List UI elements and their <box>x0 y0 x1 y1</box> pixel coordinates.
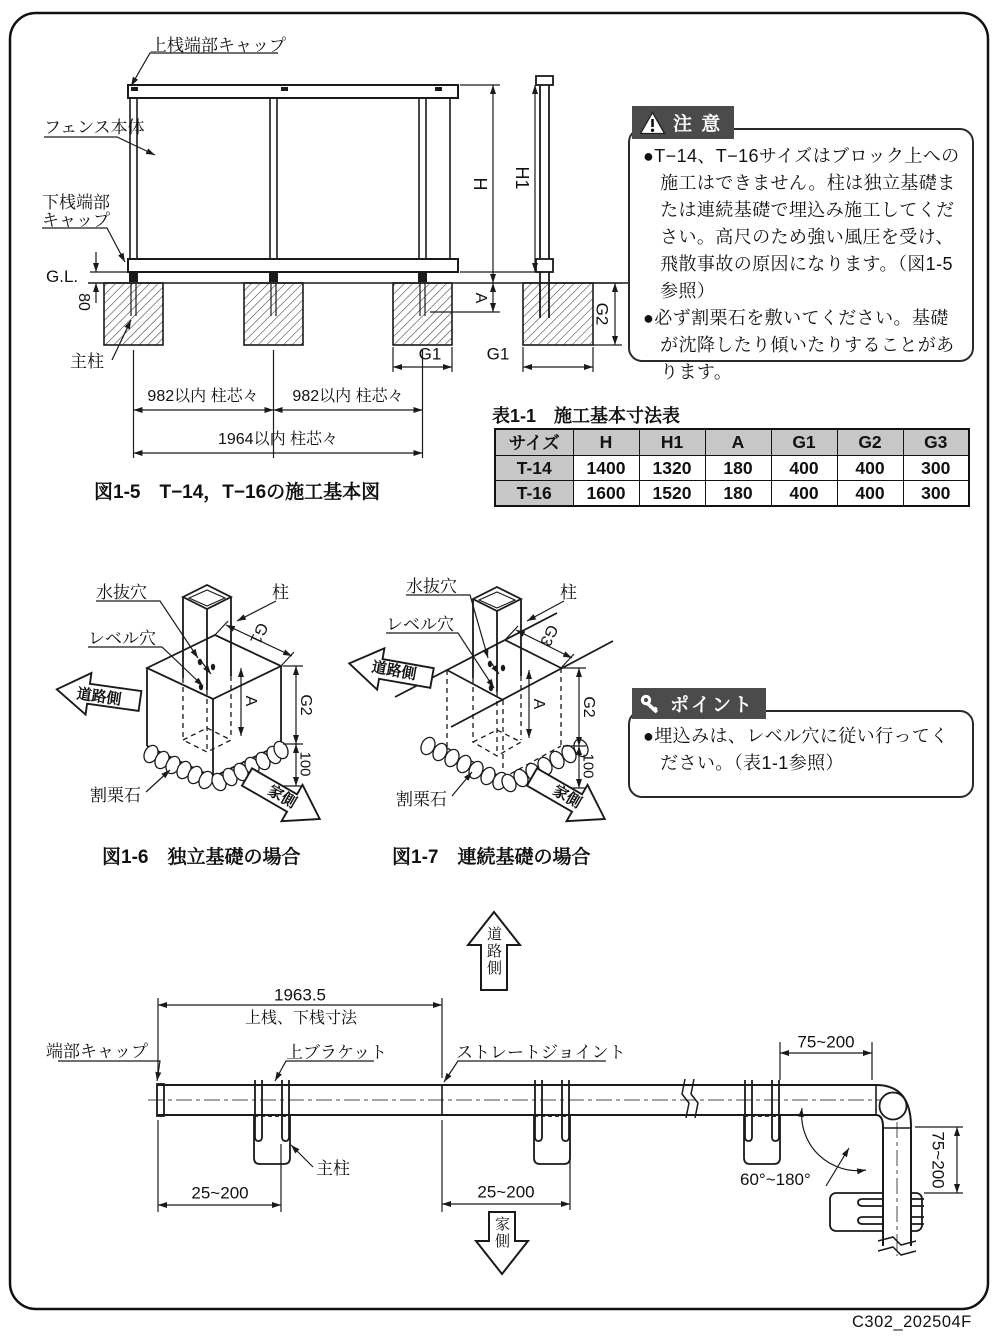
fig17-dim-g3: G3 <box>536 621 561 649</box>
point-item: ●埋込みは、レベル穴に従い行ってください。（表1-1参照） <box>643 726 949 773</box>
fig16-house-side-text: 家側 <box>264 782 300 812</box>
point-text <box>630 712 972 777</box>
fig17-caption: 図1-7 連続基礎の場合 <box>392 847 591 868</box>
table-cell: 400 <box>837 456 903 481</box>
point-header <box>632 688 766 719</box>
fig15-dim-80: 80 <box>75 293 92 311</box>
table-cell: 400 <box>771 481 837 507</box>
fig17-dim-100: 100 <box>579 753 597 779</box>
fig17-label-crushed-stone: 割栗石 <box>396 790 447 809</box>
table-cell: 1400 <box>573 456 639 481</box>
bottom-dim-angle-range: 60°~180° <box>740 1170 811 1189</box>
fig16-label-drain-hole: 水抜穴 <box>96 583 147 602</box>
col-header-h: H <box>573 429 639 456</box>
col-header-a: A <box>705 429 771 456</box>
fig15-dim-g2: G2 <box>592 302 612 326</box>
fig16-label-post: 柱 <box>272 583 289 602</box>
table-cell: 400 <box>771 456 837 481</box>
spec-table <box>494 428 970 507</box>
caution-box <box>628 128 974 382</box>
bottom-label-main-post: 主柱 <box>316 1159 350 1178</box>
bottom-dim-25-200-b: 25~200 <box>477 1182 535 1202</box>
fig17-house-side-text: 家側 <box>549 782 585 812</box>
fig15-label-bottom-rail-cap-1: 下桟端部 <box>42 193 110 212</box>
bottom-dim-25-200-a: 25~200 <box>191 1183 249 1203</box>
col-header-size: サイズ <box>495 429 573 456</box>
fig16-dim-100: 100 <box>296 751 314 777</box>
bottom-label-straight-joint: ストレートジョイント <box>456 1043 626 1062</box>
bottom-road-side-text: 道路側 <box>485 926 502 977</box>
caution-header <box>632 106 734 139</box>
caution-text <box>630 130 972 386</box>
fig15-dim-span-982-a: 982以内 柱芯々 <box>147 388 259 405</box>
fig16-road-side-text: 道路側 <box>75 685 123 709</box>
fig15-dim-span-982-b: 982以内 柱芯々 <box>292 388 404 405</box>
fig15-dim-span-1964: 1964以内 柱芯々 <box>217 431 339 448</box>
bottom-label-end-cap: 端部キャップ <box>46 1042 148 1061</box>
fig15-dim-g1-a: G1 <box>418 344 442 364</box>
caution-item: ●T−14、T−16サイズはブロック上への施工はできません。柱は独立基礎または連続基礎で埋込み施工してください。高尺のため強い風圧を受け、飛散事故の原因になります。（図1-5参照） <box>643 146 960 301</box>
fig15-label-bottom-rail-cap-2: キャップ <box>42 211 110 230</box>
row-header: T-14 <box>495 456 573 481</box>
fig15-dim-g1-b: G1 <box>486 344 510 364</box>
key-icon <box>639 693 663 715</box>
bottom-label-rail-note: 上桟、下桟寸法 <box>244 1010 358 1027</box>
fig15-label-fence-body: フェンス本体 <box>44 118 145 137</box>
bottom-dim-rail-length: 1963.5 <box>274 985 326 1005</box>
fig15-dim-a: A <box>472 292 489 304</box>
fig16-label-crushed-stone: 割栗石 <box>90 786 141 805</box>
table-cell: 1600 <box>573 481 639 507</box>
col-header-h1: H1 <box>639 429 705 456</box>
bottom-rail-plan <box>58 912 963 1274</box>
point-title: ポイント <box>670 695 755 716</box>
row-header: T-16 <box>495 481 573 507</box>
fig16-label-level-hole: レベル穴 <box>88 629 156 648</box>
fig17-label-post: 柱 <box>560 583 577 602</box>
col-header-g1: G1 <box>771 429 837 456</box>
bottom-label-top-bracket: 上ブラケット <box>286 1043 388 1062</box>
warning-icon <box>639 111 666 135</box>
col-header-g3: G3 <box>903 429 969 456</box>
bottom-dim-75-200-v: 75~200 <box>928 1131 948 1189</box>
col-header-g2: G2 <box>837 429 903 456</box>
fig16-caption: 図1-6 独立基礎の場合 <box>102 847 301 868</box>
table-row <box>495 456 969 481</box>
fig15-label-main-post: 主柱 <box>70 352 104 371</box>
fig17-dim-g2: G2 <box>580 696 597 718</box>
table-cell: 400 <box>837 481 903 507</box>
fig17-dim-a: A <box>530 698 547 710</box>
point-box <box>628 710 974 798</box>
table-cell: 1520 <box>639 481 705 507</box>
caution-item: ●必ず割栗石を敷いてください。基礎が沈降したり傾いたりすることがあります。 <box>643 308 955 382</box>
table-cell: 300 <box>903 481 969 507</box>
table-header-row <box>495 429 969 456</box>
fig15-label-top-rail-cap: 上桟端部キャップ <box>150 36 286 55</box>
fig16-dim-g1: G1 <box>246 619 271 647</box>
bottom-dim-75-200-h: 75~200 <box>797 1032 855 1052</box>
table-cell: 1320 <box>639 456 705 481</box>
fig17-road-side-text: 道路側 <box>370 658 418 684</box>
fig16-dim-a: A <box>242 695 259 707</box>
fig15-caption: 図1-5 T−14，T−16の施工基本図 <box>94 482 381 503</box>
fig16-dim-g2: G2 <box>297 694 314 716</box>
fig17-label-drain-hole: 水抜穴 <box>406 577 457 596</box>
caution-title: 注 意 <box>673 114 723 135</box>
spec-table-title: 表1-1 施工基本寸法表 <box>492 406 681 426</box>
table-row <box>495 481 969 507</box>
fig17-label-level-hole: レベル穴 <box>386 615 454 634</box>
fig15-dim-h1: H1 <box>512 166 532 190</box>
bottom-house-side-text: 家側 <box>493 1216 510 1250</box>
table-cell: 180 <box>705 456 771 481</box>
doc-code: C302_202504F <box>852 1313 972 1331</box>
fig15-dim-h: H <box>470 177 490 191</box>
fig15-label-ground-level: G.L. <box>46 267 79 286</box>
table-cell: 300 <box>903 456 969 481</box>
table-cell: 180 <box>705 481 771 507</box>
